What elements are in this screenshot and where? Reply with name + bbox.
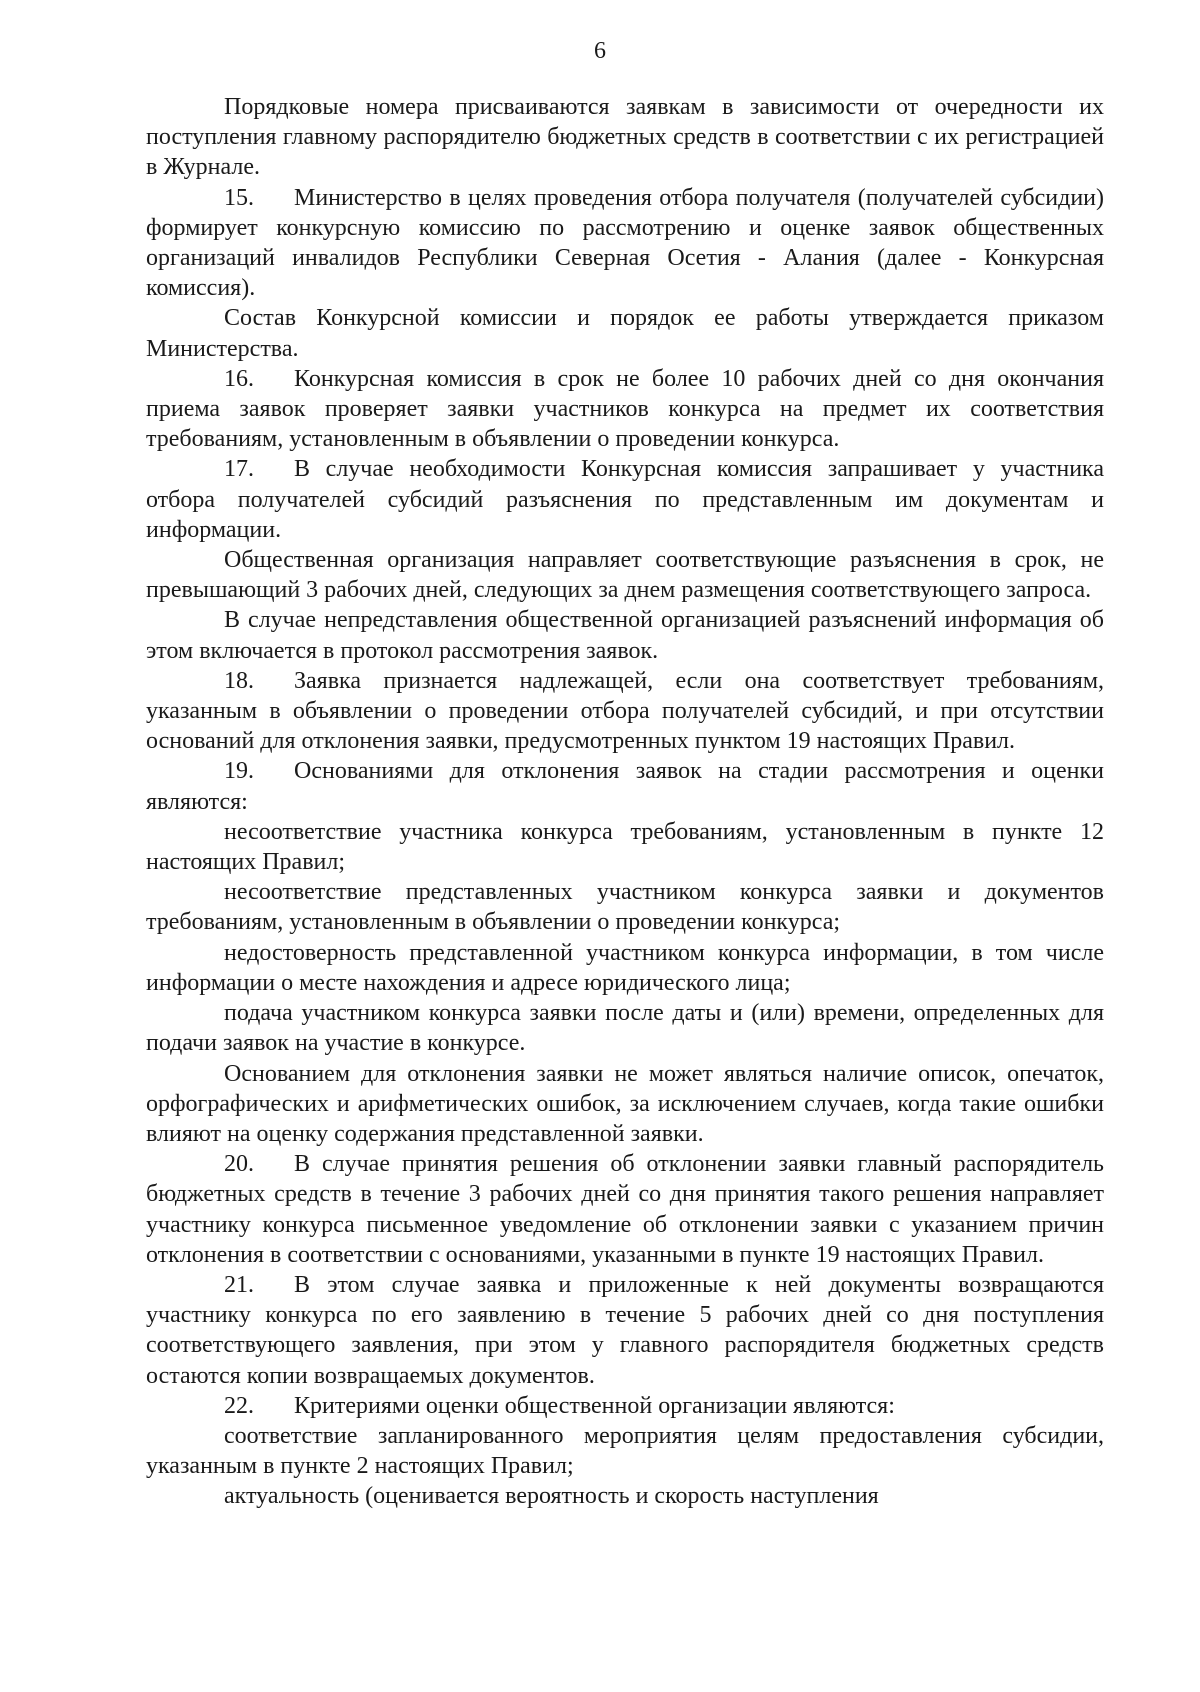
paragraph-text: Порядковые номера присваиваются заявкам в зависимости от очередности их поступления главному распорядителю бюджетных средств в соответствии с их регистрацией в Журнале. [146, 94, 1104, 181]
paragraph-number: 19. [224, 758, 254, 785]
paragraph-text: актуальность (оценивается вероятность и скорость наступления [224, 1483, 879, 1510]
numbered-paragraph [146, 183, 1104, 304]
paragraph-number: 21. [224, 1271, 254, 1298]
paragraph-text: В этом случае заявка и приложенные к ней документы возвращаются участнику конкурса по его заявлению в течение 5 рабочих дней со дня поступления соответствующего заявления, при этом у главного распорядителя бюджетных средств остаются копии возвращаемых документов. [146, 1271, 1104, 1389]
paragraph-text: несоответствие представленных участником конкурса заявки и документов требованиям, установленным в объявлении о проведении конкурса; [146, 879, 1104, 936]
list-item [146, 817, 1104, 877]
numbered-paragraph [146, 1149, 1104, 1270]
paragraph-number: 16. [224, 365, 254, 392]
paragraph-number: 15. [224, 184, 254, 211]
paragraph [146, 303, 1104, 363]
numbered-paragraph [146, 454, 1104, 545]
paragraph-text: несоответствие участника конкурса требованиям, установленным в пункте 12 настоящих Правил; [146, 818, 1104, 876]
document-body [146, 92, 1104, 1512]
numbered-paragraph [146, 666, 1104, 757]
page-number: 6 [594, 38, 606, 64]
paragraph-text: подача участником конкурса заявки после даты и (или) времени, определенных для подачи заявок на участие в конкурсе. [146, 1000, 1104, 1057]
paragraph-number: 20. [224, 1151, 254, 1178]
paragraph-text: соответствие запланированного мероприятия целям предоставления субсидии, указанным в пункте 2 настоящих Правил; [146, 1422, 1104, 1480]
paragraph-text: Критериями оценки общественной организации являются: [294, 1392, 895, 1419]
paragraph-number: 22. [224, 1392, 254, 1419]
numbered-paragraph [146, 364, 1104, 455]
numbered-paragraph [146, 1391, 1104, 1421]
paragraph-text: Основанием для отклонения заявки не может являться наличие описок, опечаток, орфографических и арифметических ошибок, за исключением случаев, когда такие ошибки влияют на оценку содержания представленной заявки. [146, 1060, 1104, 1147]
paragraph-text: Состав Конкурсной комиссии и порядок ее работы утверждается приказом Министерства. [146, 305, 1104, 362]
paragraph-text: В случае необходимости Конкурсная комиссия запрашивает у участника отбора получателей субсидий разъяснения по представленным им документам и информации. [146, 456, 1104, 543]
list-item [146, 938, 1104, 998]
paragraph-text: Заявка признается надлежащей, если она соответствует требованиям, указанным в объявлении о проведении отбора получателей субсидий, и при отсутствии оснований для отклонения заявки, предусмотренных пунктом 19 настоящих Правил. [146, 667, 1104, 755]
paragraph-text: Основаниями для отклонения заявок на стадии рассмотрения и оценки являются: [146, 758, 1104, 815]
list-item [146, 877, 1104, 937]
list-item [146, 998, 1104, 1058]
paragraph-text: Министерство в целях проведения отбора получателя (получателей субсидии) формирует конкурсную комиссию по рассмотрению и оценке заявок общественных организаций инвалидов Республики Северная Осетия - Алания (далее - Конкурсная комиссия). [146, 184, 1104, 302]
paragraph [146, 1059, 1104, 1150]
paragraph-text: В случае непредставления общественной организацией разъяснений информация об этом включается в протокол рассмотрения заявок. [146, 607, 1104, 664]
paragraph [146, 545, 1104, 605]
list-item [146, 1421, 1104, 1481]
paragraph-text: В случае принятия решения об отклонении заявки главный распорядитель бюджетных средств в течение 3 рабочих дней со дня принятия такого решения направляет участнику конкурса письменное уведомление об отклонении заявки с указанием причин отклонения в соответствии с основаниями, указанными в пункте 19 настоящих Правил. [146, 1151, 1104, 1268]
paragraph-number: 18. [224, 667, 254, 694]
paragraph-text: недостоверность представленной участником конкурса информации, в том числе информации о месте нахождения и адресе юридического лица; [146, 939, 1104, 996]
list-item [146, 1481, 1104, 1511]
numbered-paragraph [146, 1270, 1104, 1391]
paragraph [146, 605, 1104, 665]
paragraph-number: 17. [224, 456, 254, 483]
numbered-paragraph [146, 756, 1104, 816]
paragraph [146, 92, 1104, 183]
paragraph-text: Общественная организация направляет соответствующие разъяснения в срок, не превышающий 3 рабочих дней, следующих за днем размещения соответствующего запроса. [146, 547, 1104, 604]
paragraph-text: Конкурсная комиссия в срок не более 10 рабочих дней со дня окончания приема заявок проверяет заявки участников конкурса на предмет их соответствия требованиям, установленным в объявлении о проведении конкурса. [146, 365, 1104, 453]
